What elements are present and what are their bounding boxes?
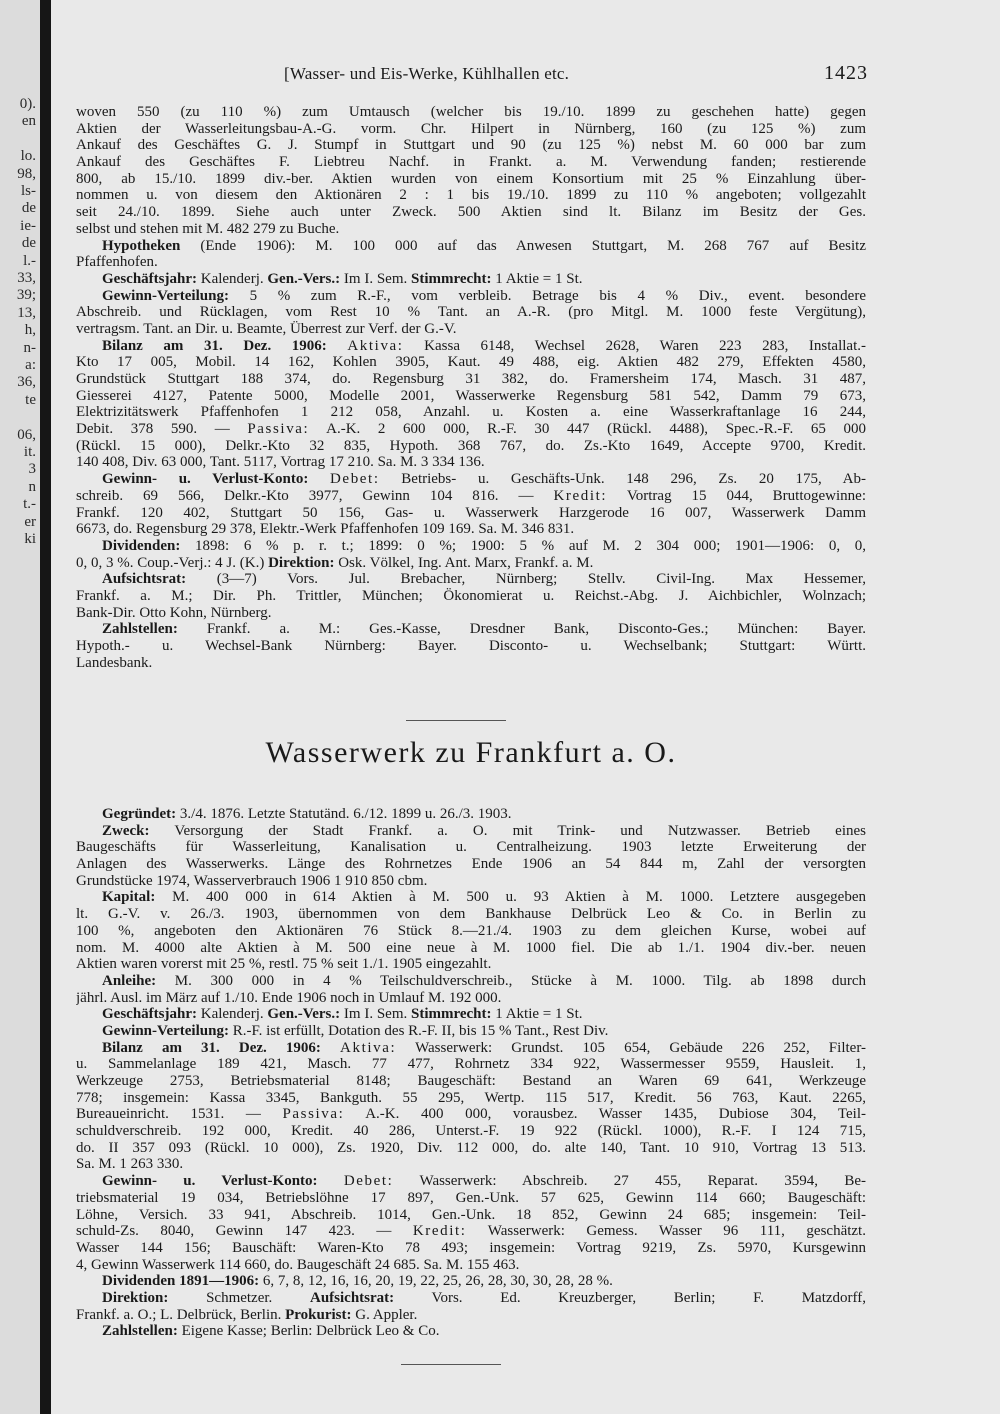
text-run: seit 24./10. 1899. Siehe auch unter Zweck. 500 Aktien sind lt. Bilanz im Besitz der Ges. <box>76 204 866 221</box>
text-run: G. Appler. <box>351 1306 418 1323</box>
gutter-fragment: 13, <box>17 304 36 321</box>
field-label: Geschäftsjahr: <box>102 270 197 287</box>
field-label: Bilanz am 31. Dez. 1906: <box>102 1039 321 1056</box>
text-line <box>76 204 866 221</box>
text-line <box>76 271 866 288</box>
text-run: Ankauf des Geschäftes G. J. Stumpf in Stuttgart und 90 (zu 125 %) nebst M. 60 000 bar zum <box>76 137 866 154</box>
field-label: Hypotheken <box>102 237 181 254</box>
text-line <box>76 1040 866 1057</box>
spaced-label: Debet: <box>330 471 380 488</box>
gutter-fragment: 3 <box>28 461 36 478</box>
text-run: Betriebs- u. Geschäfts-Unk. 148 296, Zs. 20 175, Ab- <box>379 471 866 488</box>
spaced-label: Aktiva: <box>340 1039 397 1056</box>
text-run: Wasserwerk: Abschreib. 27 455, Reparat. 3594, Be- <box>393 1173 866 1190</box>
text-line <box>76 137 866 154</box>
text-run: Frankf. 120 402, Stuttgart 50 156, Gas- u. Wasserwerk Harzgerode 16 007, Wasserwerk Damm <box>76 504 866 521</box>
text-run: vertragsm. Tant. an Dir. u. Beamte, Überrest zur Verf. der G.-V. <box>76 320 457 337</box>
field-label: Gewinn- u. Verlust-Konto: <box>102 1173 318 1190</box>
text-run: Kassa 6148, Wechsel 2628, Waren 223 283, Installat.- <box>403 337 866 354</box>
spaced-label: Passiva: <box>247 421 310 438</box>
text-run: Debit. 378 590. — <box>76 421 248 438</box>
gutter-fragment: it. <box>23 444 36 460</box>
text-run: A.-K. 400 000, vorausbez. Wasser 1435, Dubiose 304, Teil- <box>344 1106 866 1123</box>
text-line <box>76 923 866 940</box>
field-label: Stimmrecht: <box>410 1006 492 1023</box>
text-line <box>76 404 866 421</box>
text-run <box>308 471 330 487</box>
text-run: A.-K. 2 600 000, R.-F. 30 447 (Rückl. 4488), Spec.-R.-F. 65 000 <box>309 421 866 438</box>
text-run <box>327 338 348 354</box>
text-run: Grundstücke 1974, Wasserverbrauch 1906 1 910 850 cbm. <box>76 872 428 889</box>
text-run: woven 550 (zu 110 %) zum Umtausch (welcher bis 19./10. 1899 zu geschehen hatte) gegen <box>76 104 866 120</box>
text-run: triebsmaterial 19 034, Betriebslöhne 17 897, Gen.-Unk. 57 625, Gewinn 114 660; Baugeschäft: <box>76 1189 866 1206</box>
gutter-fragment: 06, <box>17 426 36 443</box>
text-line <box>76 906 866 923</box>
field-label: Aufsichtsrat: <box>309 1289 395 1306</box>
text-run: Grundstück Stuttgart 188 374, do. Regensburg 31 382, do. Framersheim 174, Masch. 31 487, <box>76 371 866 387</box>
field-label: Direktion: <box>268 554 335 571</box>
field-label: Stimmrecht: <box>410 270 492 287</box>
text-line <box>76 388 866 405</box>
page-binding-shadow <box>40 0 51 1414</box>
text-run: Schmetzer. <box>168 1289 310 1306</box>
text-line <box>76 338 866 355</box>
field-label: Geschäftsjahr: <box>102 1006 197 1023</box>
field-label: Gen.-Vers.: <box>267 270 341 287</box>
text-line <box>76 221 866 238</box>
text-run: 0, 0, 3 %. Coup.-Verj.: 4 J. (K.) <box>76 554 269 571</box>
text-run <box>321 1040 340 1056</box>
gutter-fragment: 33, <box>17 270 36 286</box>
text-run: nom. M. 4000 alte Aktien à M. 500 eine neue à M. 1000 fiel. Die ab 1./1. 1904 div.-ber. neuen <box>76 939 866 956</box>
gutter-fragment: h, <box>24 322 36 339</box>
gutter-fragment: a: <box>25 357 36 373</box>
field-label: Direktion: <box>102 1289 169 1306</box>
text-line <box>76 806 866 823</box>
section-divider <box>406 720 506 721</box>
gutter-fragment: lo. <box>20 148 36 165</box>
gutter-fragment: de <box>21 235 36 252</box>
text-line <box>76 187 866 204</box>
spaced-label: Aktiva: <box>347 337 404 354</box>
text-run: Osk. Völkel, Ing. Ant. Marx, Frankf. a. M. <box>334 554 594 571</box>
text-run: Versorgung der Stadt Frankf. a. O. mit Trink- und Nutzwasser. Betrieb eines <box>149 822 866 839</box>
text-run: 1 Aktie = 1 St. <box>491 270 583 287</box>
text-run: Giesserei 4127, Patente 5000, Modelle 2001, Wasserwerke Regensburg 581 542, Damm 79 673, <box>76 387 866 404</box>
text-line <box>76 1056 866 1073</box>
field-label: Gewinn- u. Verlust-Konto: <box>102 471 309 488</box>
text-line <box>76 171 866 188</box>
text-run: u. Sammelanlage 189 421, Masch. 77 477, Rohrnetz 334 922, Wassermesser 9559, Hausleit. 1, <box>76 1056 866 1073</box>
text-line <box>76 1207 866 1224</box>
text-run: jährl. Ausl. im März auf 1./10. Ende 1906 noch in Umlauf M. 192 000. <box>76 989 502 1006</box>
text-line <box>76 956 866 973</box>
text-run: Wasserwerk: Gemess. Wasser 96 111, geschätzt. <box>466 1223 866 1240</box>
text-run: 6673, do. Regensburg 29 378, Elektr.-Werk Pfaffenhofen 109 169. Sa. M. 346 831. <box>76 521 575 538</box>
field-label: Prokurist: <box>285 1306 352 1323</box>
gutter-fragment: n <box>28 478 36 495</box>
text-run: Landesbank. <box>76 654 153 671</box>
text-line <box>76 1156 866 1173</box>
text-line <box>76 1290 866 1307</box>
text-run: M. 400 000 in 614 Aktien à M. 500 u. 93 Aktien à M. 1000. Letztere ausgegeben <box>155 889 866 906</box>
text-run: Bureaueinricht. 1531. — <box>76 1106 283 1123</box>
text-run: Im I. Sem. <box>340 270 411 287</box>
text-line <box>76 638 866 655</box>
text-line <box>76 605 866 622</box>
text-line <box>76 940 866 957</box>
text-line <box>76 371 866 388</box>
text-line <box>76 1273 866 1290</box>
text-run: nommen u. von diesem den Aktionären 2 : 1 bis 19./10. 1899 zu 110 % angeboten; vollgezahlt <box>76 187 866 204</box>
text-run: 140 408, Div. 63 000, Tant. 5117, Vortrag 17 210. Sa. M. 3 334 136. <box>76 454 485 471</box>
field-label: Zahlstellen: <box>102 1323 178 1340</box>
text-run: Kalenderj. <box>196 270 268 287</box>
field-label: Gen.-Vers.: <box>267 1006 341 1023</box>
text-run: Im I. Sem. <box>340 1006 411 1023</box>
text-run: Elektrizitätswerk Pfaffenhofen 1 212 058, Anzahl. u. Kosten a. eine Wasserkraftanlage 16 244, <box>76 404 866 421</box>
text-line <box>76 588 866 605</box>
text-line <box>76 471 866 488</box>
text-line <box>76 555 866 572</box>
spaced-label: Kredit: <box>412 1223 467 1240</box>
text-run: (Ende 1906): M. 100 000 auf das Anwesen Stuttgart, M. 268 767 auf Besitz <box>180 237 866 254</box>
text-line <box>76 454 866 471</box>
text-run: lt. G.-V. v. 26./3. 1903, übernommen von dem Bankhause Delbrück Leo & Co. in Berlin zu <box>76 906 866 923</box>
text-run: Abschreib. und Rücklagen, vom Rest 10 % Tant. an A.-R. (pro Mitgl. M. 1000 feste Vergütung), <box>76 304 866 321</box>
gutter-fragment: ls- <box>21 183 36 199</box>
text-line <box>76 823 866 840</box>
text-run: Hypoth.- u. Wechsel-Bank Nürnberg: Bayer. Disconto- u. Wechselbank; Stuttgart: Württ. <box>76 638 866 654</box>
text-line <box>76 655 866 672</box>
gutter-fragment: te <box>25 391 36 408</box>
text-line <box>76 538 866 555</box>
field-label: Anleihe: <box>102 972 157 989</box>
text-run: do. II 357 093 (Rückl. 10 000), Zs. 1920, Div. 112 000, do. alte 140, Tant. 10 910, Vortrag 13 513. <box>76 1139 866 1156</box>
gutter-fragment: 0). <box>19 96 36 112</box>
text-run: (Rückl. 15 000), Delkr.-Kto 32 835, Hypoth. 368 767, do. Zs.-Kto 1649, Accepte 9700, Kredit. <box>76 437 866 454</box>
field-label: Gegründet: <box>102 806 177 822</box>
text-run: Kalenderj. <box>196 1006 268 1023</box>
text-run: Vors. Ed. Kreuzberger, Berlin; F. Matzdorff, <box>394 1289 866 1306</box>
text-line <box>76 154 866 171</box>
text-line <box>76 973 866 990</box>
text-run: 6, 7, 8, 12, 16, 16, 20, 19, 22, 25, 26, 28, 30, 30, 28, 28 %. <box>259 1273 613 1290</box>
running-head: [Wasser- und Eis-Werke, Kühlhallen etc. <box>284 64 570 83</box>
text-run: 1898: 6 % p. r. t.; 1899: 0 %; 1900: 5 % auf M. 2 304 000; 1901—1906: 0, 0, <box>180 537 866 554</box>
text-run: Wasser 144 156; Bauschäft: Waren-Kto 78 493; insgemein: Vortrag 9219, Zs. 5970, Kursgewinn <box>76 1239 866 1256</box>
text-line <box>76 288 866 305</box>
text-line <box>76 438 866 455</box>
field-label: Gewinn-Verteilung: <box>102 287 229 304</box>
spaced-label: Debet: <box>343 1173 394 1190</box>
text-line <box>76 873 866 890</box>
text-run: 778; insgemein: Kassa 3345, Bankguth. 55 295, Wertp. 115 517, Kredit. 56 763, Kaut. 2265, <box>76 1089 866 1106</box>
field-label: Zahlstellen: <box>102 621 178 638</box>
text-line <box>76 421 866 438</box>
gutter-fragment: t.- <box>23 496 36 513</box>
text-run: (3—7) Vors. Jul. Brebacher, Nürnberg; Stellv. Civil-Ing. Max Hessemer, <box>186 571 866 588</box>
text-run: Anlagen des Wasserwerks. Länge des Rohrnetzes Ende 1906 an 54 844 m, Zahl der versorgten <box>76 856 866 873</box>
text-line <box>76 321 866 338</box>
text-line <box>76 1190 866 1207</box>
gutter-fragment: de <box>21 200 36 217</box>
text-run: Frankf. a. M.: Ges.-Kasse, Dresdner Bank, Disconto-Ges.; München: Bayer. <box>177 621 866 638</box>
text-run: Sa. M. 1 263 330. <box>76 1156 184 1173</box>
text-run: R.-F. ist erfüllt, Dotation des R.-F. II, bis 15 % Tant., Rest Div. <box>228 1022 609 1039</box>
section-wasserwerk-frankfurt <box>76 806 866 1340</box>
text-line <box>76 1173 866 1190</box>
text-run: schreib. 69 566, Delkr.-Kto 3977, Gewinn 104 816. — <box>76 487 554 504</box>
text-run: Kto 17 005, Mobil. 14 162, Kohlen 3905, Kaut. 49 488, eig. Aktien 482 279, Effekten 4580, <box>76 354 866 371</box>
field-label: Gewinn-Verteilung: <box>102 1022 229 1039</box>
field-label: Dividenden 1891—1906: <box>102 1273 260 1290</box>
text-run: 5 % zum R.-F., vom verbleib. Betrage bis 4 % Div., event. besondere <box>228 287 866 304</box>
text-line <box>76 121 866 138</box>
gutter-fragment: er <box>24 513 36 530</box>
text-line <box>76 488 866 505</box>
text-line <box>76 354 866 371</box>
page-number: 1423 <box>824 62 868 84</box>
text-run: Vortrag 15 044, Bruttogewinne: <box>607 487 866 504</box>
text-run: 1 Aktie = 1 St. <box>491 1006 583 1023</box>
text-line <box>76 1323 866 1340</box>
gutter-fragment: 39; <box>16 287 36 304</box>
text-line <box>76 856 866 873</box>
section-previous-company-continued <box>76 104 866 671</box>
text-line <box>76 104 866 121</box>
text-line <box>76 1006 866 1023</box>
gutter-fragment: l.- <box>23 252 36 269</box>
text-run: Werkzeuge 2753, Betriebsmaterial 8148; Baugeschäft: Bestand an Waren 69 641, Werkzeuge <box>76 1073 866 1089</box>
field-label: Aufsichtsrat: <box>102 571 187 588</box>
text-line <box>76 1240 866 1257</box>
gutter-fragment: en <box>21 113 36 130</box>
text-line <box>76 1223 866 1240</box>
text-line <box>76 521 866 538</box>
text-line <box>76 505 866 522</box>
text-run: Pfaffenhofen. <box>76 254 158 271</box>
field-label: Dividenden: <box>102 537 181 554</box>
gutter-fragment: 98, <box>17 165 36 182</box>
section-divider <box>401 1364 501 1365</box>
text-run: schuldverschreib. 192 000, Kredit. 40 286, Unterst.-F. 19 922 (Rückl. 1000), R.-F. I 124 715, <box>76 1123 866 1140</box>
text-line <box>76 254 866 271</box>
text-line <box>76 990 866 1007</box>
gutter-fragment: ki <box>24 531 36 547</box>
text-run: 4, Gewinn Wasserwerk 114 660, do. Baugeschäft 24 685. Sa. M. 155 463. <box>76 1256 520 1273</box>
text-run: selbst und stehen mit M. 482 279 zu Buche. <box>76 220 340 237</box>
text-run: Frankf. a. O.; L. Delbrück, Berlin. <box>76 1306 286 1323</box>
text-run: 100 %, angeboten den Aktionären 76 Stück 8.—21./4. 1903 zu dem gleichen Kurse, wobei auf <box>76 922 866 939</box>
gutter-fragment: 36, <box>17 374 36 391</box>
text-run: Bank-Dir. Otto Kohn, Nürnberg. <box>76 604 272 621</box>
text-run: Eigene Kasse; Berlin: Delbrück Leo & Co. <box>177 1323 440 1340</box>
field-label: Bilanz am 31. Dez. 1906: <box>102 337 327 354</box>
field-label: Zweck: <box>102 822 150 839</box>
text-line <box>76 621 866 638</box>
spaced-label: Passiva: <box>282 1106 345 1123</box>
text-line <box>76 1106 866 1123</box>
text-line <box>76 571 866 588</box>
text-line <box>76 839 866 856</box>
text-run: 3./4. 1876. Letzte Statutänd. 6./12. 1899 u. 26./3. 1903. <box>176 806 512 822</box>
text-line <box>76 1090 866 1107</box>
document-page <box>76 0 870 1414</box>
text-run: Löhne, Versich. 33 941, Abschreib. 1014, Gen.-Unk. 18 852, Gewinn 24 685; insgemein: Teil- <box>76 1206 866 1223</box>
text-line <box>76 1073 866 1090</box>
text-run: Aktien waren vorerst mit 25 %, restl. 75 % seit 1./1. 1905 eingezahlt. <box>76 956 492 973</box>
text-run: Frankf. a. M.; Dir. Ph. Trittler, München; Ökonomierat u. Reichst.-Abg. J. Aichbichler, Wolnzach; <box>76 587 866 604</box>
text-run: M. 300 000 in 4 % Teilschuldverschreib., Stücke à M. 1000. Tilg. ab 1898 durch <box>156 972 866 989</box>
text-line <box>76 889 866 906</box>
text-line <box>76 304 866 321</box>
text-line <box>76 238 866 255</box>
company-title: Wasserwerk zu Frankfurt a. O. <box>265 736 677 769</box>
text-line <box>76 1123 866 1140</box>
text-run <box>318 1173 344 1189</box>
gutter-fragment: n- <box>23 339 36 356</box>
text-run: 800, ab 15./10. 1899 div.-ber. Aktien wurden von einem Konsortium mit 25 % Einzahlung über- <box>76 170 866 187</box>
text-line <box>76 1140 866 1157</box>
text-run: Ankauf des Geschäftes F. Liebtreu Nachf. in Frankt. a. M. Verwendung fanden; restierende <box>76 154 866 171</box>
text-run: Wasserwerk: Grundst. 105 654, Gebäude 226 252, Filter- <box>396 1039 866 1056</box>
text-run: Baugeschäfts für Wasserleitung, Kanalisation u. Centralheizung. 1903 letzte Erweiterung der <box>76 839 866 856</box>
text-line <box>76 1023 866 1040</box>
text-run: schuld-Zs. 8040, Gewinn 147 423. — <box>76 1223 413 1240</box>
text-line <box>76 1257 866 1274</box>
field-label: Kapital: <box>102 889 156 906</box>
text-line <box>76 1307 866 1324</box>
gutter-fragment: ie- <box>20 217 36 234</box>
spaced-label: Kredit: <box>553 487 608 504</box>
text-run: Aktien der Wasserleitungsbau-A.-G. vorm. Chr. Hilpert in Nürnberg, 160 (zu 125 %) zum <box>76 120 866 137</box>
